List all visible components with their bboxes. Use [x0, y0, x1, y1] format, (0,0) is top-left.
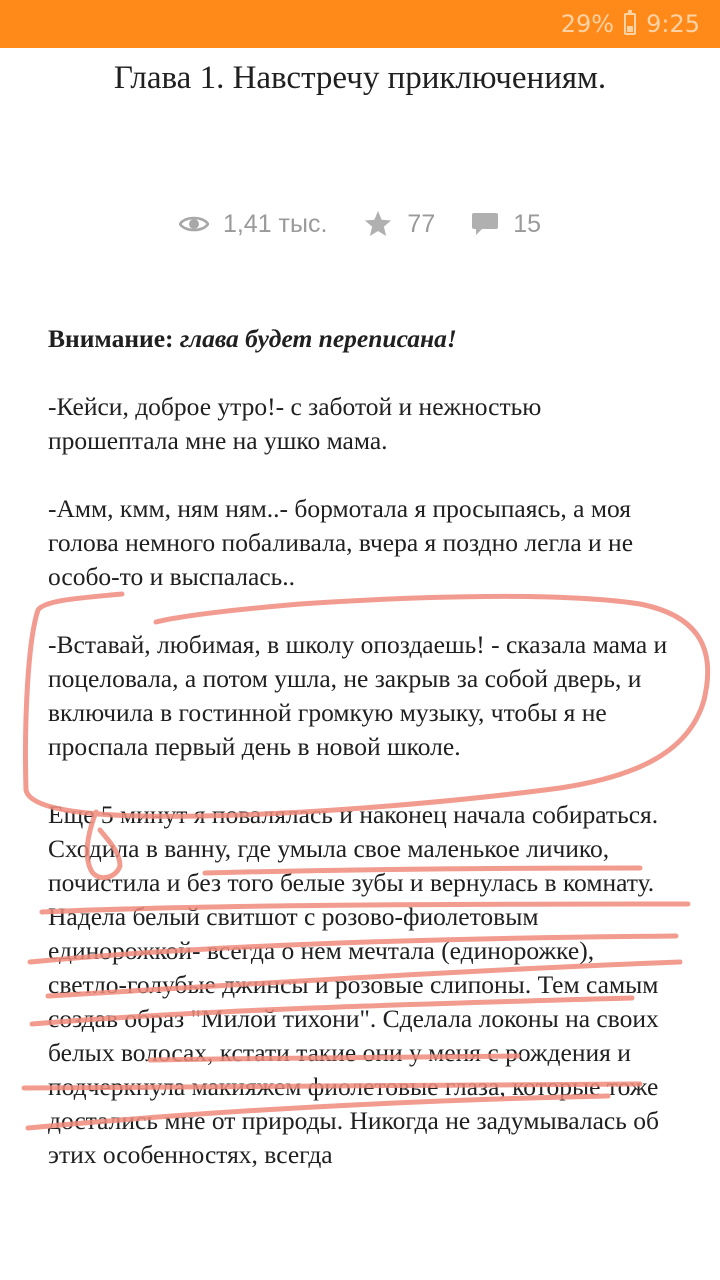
comments-count: 15	[513, 209, 542, 238]
battery-icon	[624, 13, 636, 35]
chapter-title: Глава 1. Навстречу приключениям.	[113, 60, 607, 96]
paragraph-3: -Вставай, любимая, в школу опоздаешь! - сказала мама и поцеловала, а потом ушла, не закрыв за собой дверь, и включила в гостинной громкую музыку, чтобы я не проспала первый день в новой школе.	[48, 630, 668, 761]
chapter-stats	[0, 204, 720, 244]
views-count: 1,41 тыс.	[222, 209, 328, 238]
paragraph-4: Еще 5 минут я повалялась и наконец начала собираться. Сходила в ванну, где умыла свое маленькое личико, почистила и без того белые зубы и вернулась в комнату. Надела белый свитшот с розово-фиолетовым единорожкой- всегда о нем мечтала (единорожке), светло-голубые джинсы и розовые слипоны. Тем самым создав образ "Милой тихони". Сделала локоны на своих белых волосах, кстати такие они у меня с рождения и подчеркнула макияжем фиолетовые глаза, которые тоже достались мне от природы. Никогда не задумывалась об этих особенностях, всегда	[48, 800, 659, 1169]
comments-stat[interactable]	[471, 210, 541, 239]
eye-icon	[179, 213, 209, 235]
votes-count: 77	[407, 209, 436, 238]
clock: 9:25	[646, 10, 700, 38]
star-icon	[363, 209, 393, 239]
warning-label: Внимание:	[48, 324, 174, 353]
votes-stat[interactable]	[363, 209, 435, 239]
views-stat	[179, 210, 327, 239]
warning-paragraph	[48, 322, 678, 356]
status-bar	[0, 0, 720, 48]
paragraph-2: -Амм, кмм, ням ням..- бормотала я просыпаясь, а моя голова немного побаливала, вчера я поздно легла и не особо-то и выспалась..	[48, 494, 634, 591]
paragraph-1: -Кейси, доброе утро!- с заботой и нежностью прошептала мне на ушко мама.	[48, 392, 542, 455]
comment-icon	[471, 211, 499, 237]
chapter-body	[48, 322, 678, 1206]
battery-percent: 29%	[560, 10, 615, 38]
status-indicators	[561, 8, 700, 40]
warning-text: глава будет переписана!	[179, 324, 457, 353]
